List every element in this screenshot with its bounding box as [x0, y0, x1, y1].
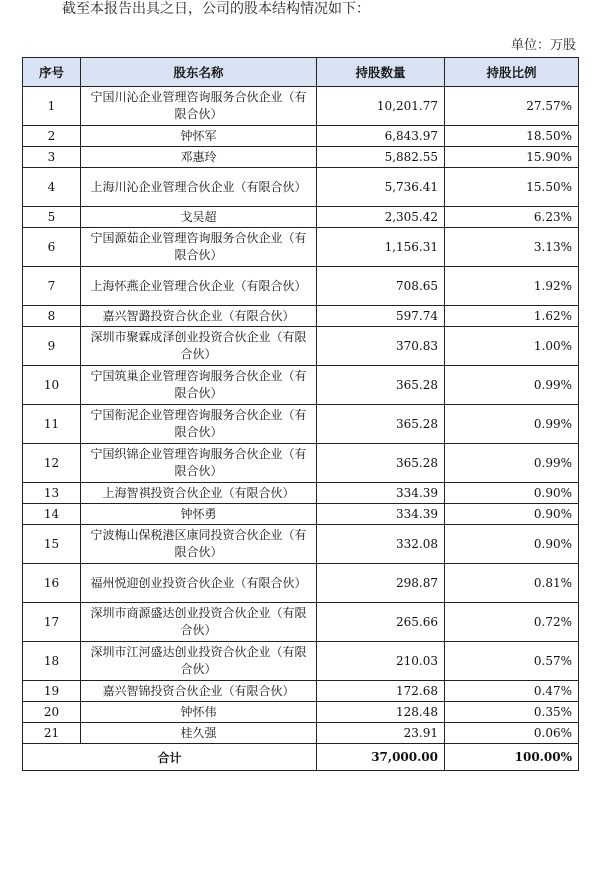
- row-shares: 10,201.77: [317, 87, 445, 126]
- row-name: 上海川沁企业管理合伙企业（有限合伙）: [81, 168, 317, 207]
- header-ratio: 持股比例: [445, 58, 579, 87]
- row-ratio: 0.90%: [445, 525, 579, 564]
- total-ratio: 100.00%: [445, 744, 579, 771]
- table-row: [23, 306, 579, 327]
- table-row: [23, 147, 579, 168]
- row-ratio: 0.47%: [445, 681, 579, 702]
- table-row: [23, 642, 579, 681]
- table-row: [23, 327, 579, 366]
- table-row: [23, 366, 579, 405]
- total-label: 合计: [23, 744, 317, 771]
- shareholder-table: [22, 57, 579, 771]
- row-no: 20: [23, 702, 81, 723]
- row-ratio: 0.81%: [445, 564, 579, 603]
- row-shares: 370.83: [317, 327, 445, 366]
- total-row: [23, 744, 579, 771]
- table-row: [23, 207, 579, 228]
- table-row: [23, 267, 579, 306]
- row-ratio: 3.13%: [445, 228, 579, 267]
- row-shares: 365.28: [317, 405, 445, 444]
- row-no: 3: [23, 147, 81, 168]
- row-ratio: 27.57%: [445, 87, 579, 126]
- table-header-row: [23, 58, 579, 87]
- row-shares: 597.74: [317, 306, 445, 327]
- row-no: 19: [23, 681, 81, 702]
- row-name: 戈吴超: [81, 207, 317, 228]
- row-ratio: 0.57%: [445, 642, 579, 681]
- row-ratio: 0.99%: [445, 366, 579, 405]
- row-shares: 23.91: [317, 723, 445, 744]
- row-no: 11: [23, 405, 81, 444]
- row-shares: 172.68: [317, 681, 445, 702]
- row-no: 17: [23, 603, 81, 642]
- row-name: 深圳市江河盛达创业投资合伙企业（有限合伙）: [81, 642, 317, 681]
- row-shares: 5,736.41: [317, 168, 445, 207]
- row-ratio: 15.90%: [445, 147, 579, 168]
- row-name: 深圳市聚霖成泽创业投资合伙企业（有限合伙）: [81, 327, 317, 366]
- table-row: [23, 168, 579, 207]
- header-name: 股东名称: [81, 58, 317, 87]
- table-row: [23, 126, 579, 147]
- row-ratio: 0.90%: [445, 483, 579, 504]
- row-no: 2: [23, 126, 81, 147]
- table-row: [23, 483, 579, 504]
- row-ratio: 18.50%: [445, 126, 579, 147]
- row-no: 10: [23, 366, 81, 405]
- row-name: 宁国筑巢企业管理咨询服务合伙企业（有限合伙）: [81, 366, 317, 405]
- row-ratio: 0.35%: [445, 702, 579, 723]
- row-shares: 365.28: [317, 366, 445, 405]
- row-ratio: 6.23%: [445, 207, 579, 228]
- row-shares: 6,843.97: [317, 126, 445, 147]
- row-shares: 5,882.55: [317, 147, 445, 168]
- row-name: 宁国源茹企业管理咨询服务合伙企业（有限合伙）: [81, 228, 317, 267]
- row-name: 福州悦迎创业投资合伙企业（有限合伙）: [81, 564, 317, 603]
- header-shares: 持股数量: [317, 58, 445, 87]
- row-no: 12: [23, 444, 81, 483]
- table-row: [23, 564, 579, 603]
- row-ratio: 0.90%: [445, 504, 579, 525]
- row-name: 钟怀军: [81, 126, 317, 147]
- row-no: 7: [23, 267, 81, 306]
- row-no: 1: [23, 87, 81, 126]
- row-shares: 210.03: [317, 642, 445, 681]
- row-no: 8: [23, 306, 81, 327]
- table-row: [23, 723, 579, 744]
- header-no: 序号: [23, 58, 81, 87]
- row-no: 5: [23, 207, 81, 228]
- row-no: 18: [23, 642, 81, 681]
- row-no: 14: [23, 504, 81, 525]
- row-shares: 334.39: [317, 504, 445, 525]
- table-row: [23, 228, 579, 267]
- table-row: [23, 603, 579, 642]
- unit-label: 单位：万股: [510, 38, 576, 53]
- row-name: 钟怀伟: [81, 702, 317, 723]
- row-name: 嘉兴智锦投资合伙企业（有限合伙）: [81, 681, 317, 702]
- table-row: [23, 681, 579, 702]
- row-shares: 334.39: [317, 483, 445, 504]
- intro-text: 截至本报告出具之日，公司的股本结构情况如下：: [62, 1, 370, 17]
- row-shares: 1,156.31: [317, 228, 445, 267]
- row-shares: 708.65: [317, 267, 445, 306]
- row-shares: 365.28: [317, 444, 445, 483]
- row-no: 16: [23, 564, 81, 603]
- table-row: [23, 87, 579, 126]
- table-row: [23, 525, 579, 564]
- row-ratio: 15.50%: [445, 168, 579, 207]
- row-name: 宁国川沁企业管理咨询服务合伙企业（有限合伙）: [81, 87, 317, 126]
- row-name: 钟怀勇: [81, 504, 317, 525]
- row-name: 邓惠玲: [81, 147, 317, 168]
- row-name: 上海怀燕企业管理合伙企业（有限合伙）: [81, 267, 317, 306]
- table-row: [23, 702, 579, 723]
- row-name: 宁波梅山保税港区康同投资合伙企业（有限合伙）: [81, 525, 317, 564]
- row-no: 4: [23, 168, 81, 207]
- table-row: [23, 444, 579, 483]
- total-shares: 37,000.00: [317, 744, 445, 771]
- row-no: 9: [23, 327, 81, 366]
- table-row: [23, 504, 579, 525]
- row-ratio: 0.72%: [445, 603, 579, 642]
- row-shares: 128.48: [317, 702, 445, 723]
- row-ratio: 0.99%: [445, 405, 579, 444]
- row-no: 15: [23, 525, 81, 564]
- row-no: 13: [23, 483, 81, 504]
- row-name: 嘉兴智潞投资合伙企业（有限合伙）: [81, 306, 317, 327]
- row-shares: 332.08: [317, 525, 445, 564]
- row-no: 21: [23, 723, 81, 744]
- row-name: 深圳市商源盛达创业投资合伙企业（有限合伙）: [81, 603, 317, 642]
- row-shares: 265.66: [317, 603, 445, 642]
- row-name: 宁国衔泥企业管理咨询服务合伙企业（有限合伙）: [81, 405, 317, 444]
- row-name: 宁国织锦企业管理咨询服务合伙企业（有限合伙）: [81, 444, 317, 483]
- row-name: 上海智祺投资合伙企业（有限合伙）: [81, 483, 317, 504]
- row-shares: 2,305.42: [317, 207, 445, 228]
- row-name: 桂久强: [81, 723, 317, 744]
- row-ratio: 1.00%: [445, 327, 579, 366]
- table-row: [23, 405, 579, 444]
- row-ratio: 0.06%: [445, 723, 579, 744]
- row-shares: 298.87: [317, 564, 445, 603]
- row-ratio: 1.62%: [445, 306, 579, 327]
- row-no: 6: [23, 228, 81, 267]
- row-ratio: 1.92%: [445, 267, 579, 306]
- row-ratio: 0.99%: [445, 444, 579, 483]
